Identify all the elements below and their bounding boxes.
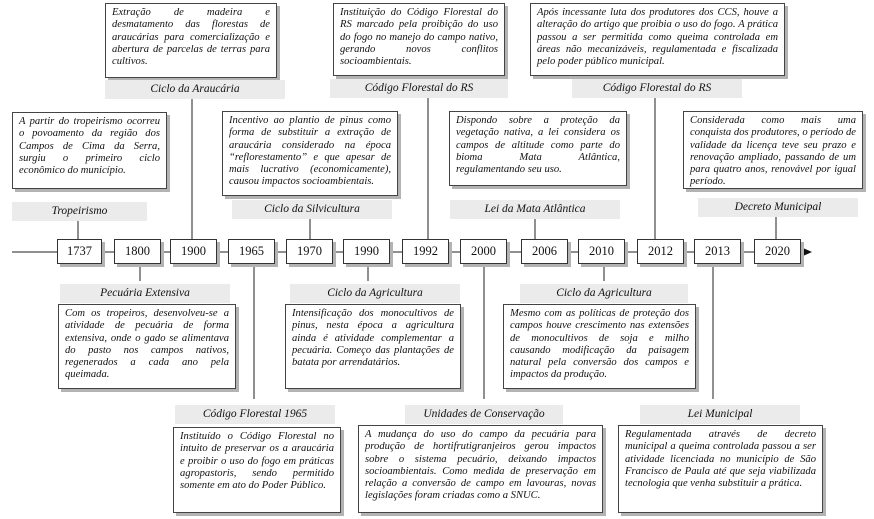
decreto-municipal-label: Decreto Municipal [698,198,858,217]
year-2012: 2012 [637,239,684,264]
year-1800: 1800 [114,239,161,264]
agricultura-2010-label: Ciclo da Agricultura [520,284,688,303]
unidades-conservacao-label: Unidades de Conservação [405,405,563,424]
codigo-florestal-1965-label: Código Florestal 1965 [175,405,335,424]
tropeirismo-description: A partir do tropeirismo ocorreu o povoamento da região dos Campos de Cima da Serra, surgiu o primeiro ciclo econômico do município. [12,112,167,189]
year-2013: 2013 [694,239,741,264]
mata-atlantica-label: Lei da Mata Atlântica [450,200,620,219]
codigo-florestal-rs-2012-label: Código Florestal do RS [572,79,742,98]
araucaria-label: Ciclo da Araucária [105,80,285,99]
lei-municipal-label: Lei Municipal [640,405,800,424]
year-2000: 2000 [460,239,507,264]
year-2006: 2006 [521,239,568,264]
codigo-florestal-1965-description: Instituído o Código Florestal no intuito de preservar os a araucária e proibir o uso do fogo em práticas agropastoris, sendo permitido somente em ato do Poder Público. [173,427,341,513]
year-1900: 1900 [170,239,217,264]
year-1965: 1965 [228,239,275,264]
agricultura-1990-label: Ciclo da Agricultura [290,284,460,303]
mata-atlantica-description: Dispondo sobre a proteção da vegetação nativa, a lei considera os campos de altitude como parte do bioma Mata Atlântica, regulamentando seu uso. [449,111,627,186]
agricultura-2010-description: Mesmo com as políticas de proteção dos campos houve crescimento nas extensões de monocultivos de soja e milho causando modificação da paisagem natural pela conversão dos campos e impactos da produção. [503,304,696,389]
unidades-conservacao-description: A mudança do uso do campo da pecuária para produção de hortifrutigranjeiros gerou impactos sobre o sistema pecuário, deixando impactos socioambientais. Como medida de preservação em relação a conversão de campo em lavouras, novas legislações foram criadas como a SNUC. [358,425,603,513]
year-1990: 1990 [343,239,390,264]
codigo-florestal-rs-2012-description: Após incessante luta dos produtores dos CCS, houve a alteração do artigo que proibia o uso do fogo. A prática passou a ser permitida como queima controlada em áreas não mecanizáveis, regulamentada e fiscalizada pelo poder público municipal. [530,3,785,76]
araucaria-description: Extração de madeira e desmatamento das florestas de araucárias para comercialização e abertura de parcelas de terras para cultivos. [105,3,277,78]
tropeirismo-label: Tropeirismo [12,202,147,221]
year-2020: 2020 [754,239,801,264]
lei-municipal-description: Regulamentada através de decreto municipal a queima controlada passou a ser atividade licenciada no município de São Francisco de Paula até que seja viabilizada tecnologia que venha substituir a prática. [618,425,823,513]
year-2010: 2010 [578,239,625,264]
codigo-florestal-rs-1992-description: Instituição do Código Florestal do RS marcado pela proibição do uso do fogo no manejo do campo nativo, gerando novos conflitos socioambientais. [333,3,505,76]
codigo-florestal-rs-1992-label: Código Florestal do RS [330,79,508,98]
year-1970: 1970 [286,239,333,264]
timeline-arrowhead [803,248,812,256]
decreto-municipal-description: Considerada como mais uma conquista dos produtores, o período de validade da licença teve seu prazo e renovação ampliado, passando de um para quatro anos, renovável por igual período. [683,111,863,189]
agricultura-1990-description: Intensificação dos monocultivos de pinus, nesta época a agricultura ainda é atividade complementar a pecuária. Começo das plantações de batata por arrendatários. [285,304,461,389]
year-1737: 1737 [57,239,102,264]
year-1992: 1992 [402,239,449,264]
pecuaria-label: Pecuária Extensiva [60,284,230,303]
pecuaria-description: Com os tropeiros, desenvolveu-se a atividade de pecuária de forma extensiva, onde o gado se alimentava do pasto nos campos nativos, regenerados a cada ano pela queimada. [58,304,236,389]
silvicultura-description: Incentivo ao plantio de pinus como forma de substituir a extração de araucária considerado na época “reflorestamento” e que apesar de mais lucrativo (economicamente), causou impactos socioambientais. [222,111,398,196]
silvicultura-label: Ciclo da Silvicultura [232,200,392,219]
